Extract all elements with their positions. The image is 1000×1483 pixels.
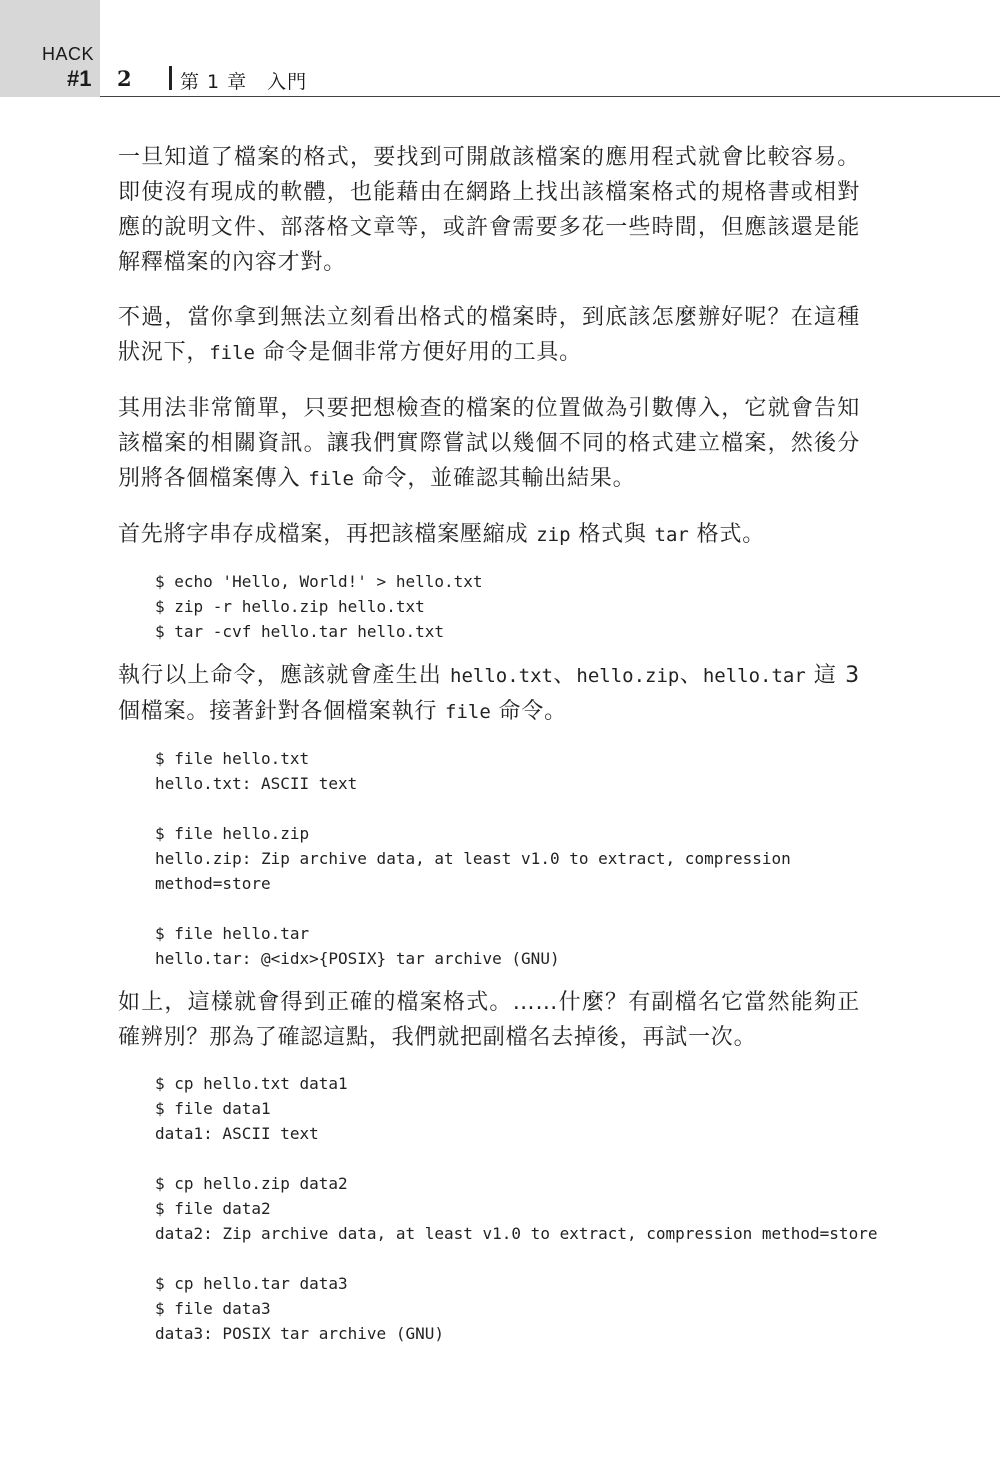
text-segment: 、 [552,663,577,688]
text-segment: 這 3 個檔案。接著針對各個檔案執行 [118,663,860,724]
code-line [155,796,860,821]
code-line: $ file hello.tar [155,924,310,943]
code-line: $ file data1 [155,1099,271,1118]
code-line: $ file data2 [155,1199,271,1218]
page-number: 2 [117,66,132,91]
code-line: hello.zip: Zip archive data, at least v1.0 to extract, compression [155,849,791,868]
code-line [155,1246,860,1271]
code-line: $ cp hello.tar data3 [155,1274,348,1293]
hack-label: HACK [42,44,95,64]
code-line: $ tar -cvf hello.tar hello.txt [155,622,444,641]
code-line: hello.txt: ASCII text [155,774,358,793]
body-paragraph [118,300,860,371]
code-line [155,896,860,921]
inline-code: tar [654,524,689,546]
inline-code: hello.zip [576,665,680,687]
text-segment: 執行以上命令，應該就會產生出 [118,663,450,688]
inline-code: hello.txt [450,665,553,687]
text-segment: 不過，當你拿到無法立刻看出格式的檔案時，到底該怎麼辦好呢？在這種狀況下， [118,305,860,365]
code-line: hello.tar: @<idx>{POSIX} tar archive (GNU) [155,949,560,968]
inline-code: hello.tar [702,665,806,687]
text-segment: 其用法非常簡單，只要把想檢查的檔案的位置做為引數傳入，它就會告知該檔案的相關資訊。讓我們實際嘗試以幾個不同的格式建立檔案，然後分別將各個檔案傳入 [118,396,860,491]
code-line: $ echo 'Hello, World!' > hello.txt [155,572,483,591]
hack-number: #1 [67,66,92,91]
body-paragraph [118,658,860,730]
code-line: $ cp hello.txt data1 [155,1074,348,1093]
text-segment: 格式。 [688,522,766,547]
chapter-divider [169,66,172,90]
page-content [118,140,878,1360]
inline-code: file [209,342,255,364]
code-block [155,1071,878,1346]
text-segment: 如上，這樣就會得到正確的檔案格式。……什麼？有副檔名它當然能夠正確辨別？那為了確認這點，我們就把副檔名去掉後，再試一次。 [118,990,860,1050]
text-segment: 一旦知道了檔案的格式，要找到可開啟該檔案的應用程式就會比較容易。即使沒有現成的軟體，也能藉由在網路上找出該檔案格式的規格書或相對應的說明文件、部落格文章等，或許會需要多花一些時間，但應該還是能解釋檔案的內容才對。 [118,145,860,275]
code-line: $ zip -r hello.zip hello.txt [155,597,425,616]
code-line: data2: Zip archive data, at least v1.0 to extract, compression method=store [155,1224,878,1243]
inline-code: file [445,701,491,723]
body-paragraph [118,985,860,1055]
inline-code: zip [536,524,571,546]
code-line: data3: POSIX tar archive (GNU) [155,1324,444,1343]
code-block [155,746,860,971]
header-rule [100,96,1000,97]
text-segment: 命令是個非常方便好用的工具。 [254,340,582,365]
code-line: method=store [155,874,271,893]
text-segment: 命令。 [490,699,567,724]
body-paragraph [118,391,860,497]
text-segment: 格式與 [570,522,655,547]
code-line: $ file hello.txt [155,749,310,768]
code-line: data1: ASCII text [155,1124,319,1143]
chapter-title: 第 1 章 入門 [180,71,308,93]
code-block [155,569,860,644]
code-line: $ file hello.zip [155,824,310,843]
text-segment: 、 [679,663,703,688]
code-line: $ cp hello.zip data2 [155,1174,348,1193]
code-line: $ file data3 [155,1299,271,1318]
body-paragraph [118,517,860,553]
body-paragraph [118,140,860,280]
text-segment: 命令，並確認其輸出結果。 [353,466,636,491]
text-segment: 首先將字串存成檔案，再把該檔案壓縮成 [118,522,537,547]
code-line [155,1146,860,1171]
inline-code: file [308,468,354,490]
